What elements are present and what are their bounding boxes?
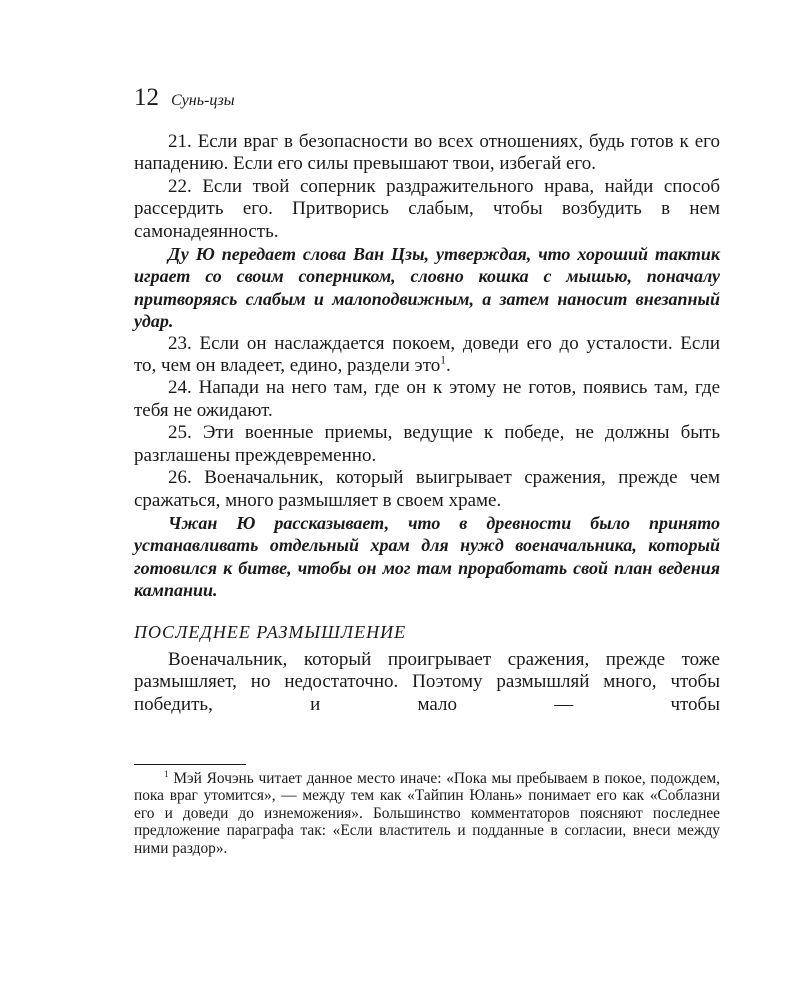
section-title: ПОСЛЕДНЕЕ РАЗМЫШЛЕНИЕ xyxy=(134,621,407,642)
main-text xyxy=(134,131,720,716)
paragraph-21: 21. Если враг в безопасности во всех отношениях, будь готов к его нападению. Если его силы превышают твои, избегай его. xyxy=(134,131,720,175)
page-header xyxy=(134,84,235,112)
section-paragraph: Военачальник, который проигрывает сражения, прежде тоже размышляет, но недостаточно. Поэтому размышляй много, чтобы победить, и мало — чтобы xyxy=(134,648,720,715)
footnote-divider xyxy=(134,764,246,765)
running-title: Сунь-цзы xyxy=(171,92,235,109)
paragraph-23-end: . xyxy=(445,355,451,377)
paragraph-24: 24. Напади на него там, где он к этому не готов, появись там, где тебя не ожидают. xyxy=(134,377,720,421)
paragraph-23-text: 23. Если он наслаждается покоем, доведи его до усталости. Если то, чем он владеет, едино, раздели это xyxy=(134,332,720,377)
footnote xyxy=(134,770,720,857)
commentary-du-yu: Ду Ю передает слова Ван Цзы, утверждая, что хороший тактик играет со своим соперником, словно кошка с мышью, поначалу притворяясь слабым и малоподвижным, а затем наносит внезапный удар. xyxy=(134,244,720,332)
footnote-marker: 1 xyxy=(164,768,169,779)
paragraph-25: 25. Эти военные приемы, ведущие к победе, не должны быть разглашены преждевременно. xyxy=(134,422,720,466)
paragraph-26: 26. Военачальник, который выигрывает сражения, прежде чем сражаться, много размышляет в своем храме. xyxy=(134,467,720,511)
footnote-reference: 1 xyxy=(440,354,446,367)
footnote-text: Мэй Яочэнь читает данное место иначе: «Пока мы пребываем в покое, подождем, пока враг утомится», — между тем как «Тайпин Юлань» понимает его как «Соблазни его и доведи до изнеможения». Большинство комментаторов поясняют последнее предложение параграфа так: «Если властитель и подданные в согласии, внеси между ними раздор». xyxy=(134,770,720,857)
paragraph-22: 22. Если твой соперник раздражительного нрава, найди способ рассердить его. Притворись слабым, чтобы возбудить в нем самонадеянность. xyxy=(134,175,720,242)
paragraph-23 xyxy=(134,333,720,378)
page-number: 12 xyxy=(134,84,159,111)
commentary-zhang-yu: Чжан Ю рассказывает, что в древности было принято устанавливать отдельный храм для нужд военачальника, который готовился к битве, чтобы он мог там проработать свой план ведения кампании. xyxy=(134,512,720,601)
